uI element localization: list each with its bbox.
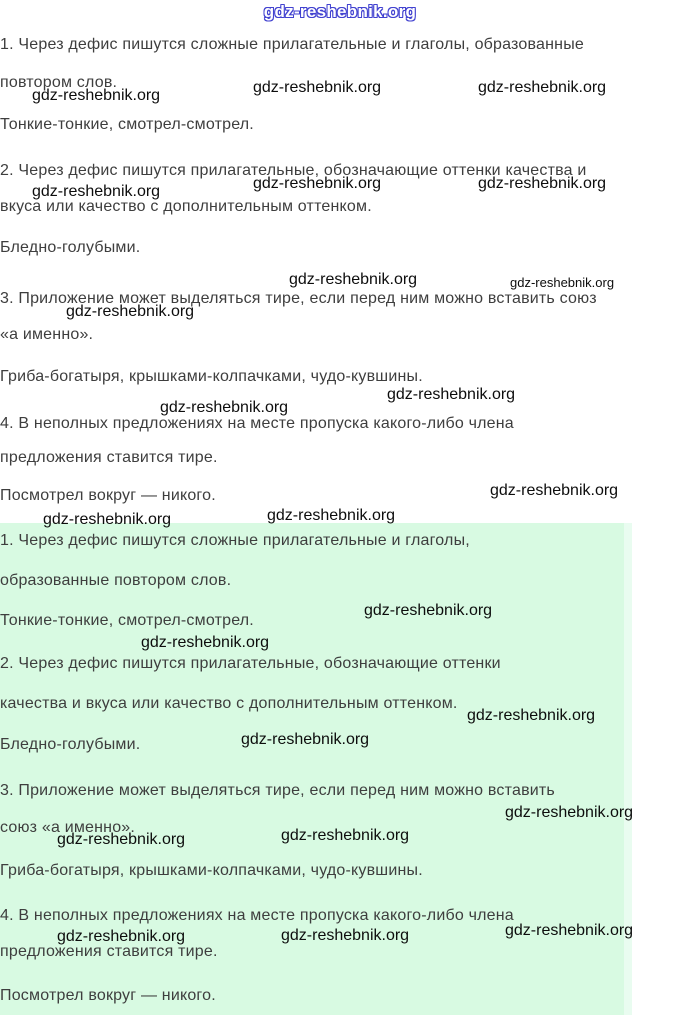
watermark: gdz-reshebnik.org <box>364 602 493 619</box>
highlighted-text-line: качества и вкуса или качество с дополнительным оттенком. <box>0 695 458 712</box>
highlighted-text-line: союз «а именно». <box>0 819 136 836</box>
highlighted-text-line: предложения ставится тире. <box>0 943 218 960</box>
text-line: Бледно-голубыми. <box>0 239 141 256</box>
watermark: gdz-reshebnik.org <box>267 507 396 524</box>
watermark: gdz-reshebnik.org <box>505 804 634 821</box>
highlighted-text-line: Тонкие-тонкие, смотрел-смотрел. <box>0 612 254 629</box>
watermark: gdz-reshebnik.org <box>478 175 607 192</box>
text-line: 2. Через дефис пишутся прилагательные, обозначающие оттенки качества и <box>0 162 587 179</box>
watermark: gdz-reshebnik.org <box>253 175 382 192</box>
highlighted-text-line: 2. Через дефис пишутся прилагательные, обозначающие оттенки <box>0 655 501 672</box>
watermark: gdz-reshebnik.org <box>281 827 410 844</box>
text-line: Гриба-богатыря, крышками-колпачками, чудо-кувшины. <box>0 368 423 385</box>
site-watermark-blue: gdz-reshebnik.org <box>263 2 417 21</box>
watermark: gdz-reshebnik.org <box>289 271 418 288</box>
watermark: gdz-reshebnik.org <box>32 183 161 200</box>
text-line: 3. Приложение может выделяться тире, если перед ним можно вставить союз <box>0 290 597 307</box>
watermark: gdz-reshebnik.org <box>387 386 516 403</box>
highlighted-text-line: Бледно-голубыми. <box>0 736 141 753</box>
text-line: Тонкие-тонкие, смотрел-смотрел. <box>0 116 254 133</box>
highlighted-text-line: Посмотрел вокруг — никого. <box>0 987 216 1004</box>
text-line: «а именно». <box>0 326 94 343</box>
watermark: gdz-reshebnik.org <box>32 87 161 104</box>
watermark: gdz-reshebnik.org <box>43 511 172 528</box>
watermark: gdz-reshebnik.org <box>66 303 195 320</box>
watermark: gdz-reshebnik.org <box>57 831 186 848</box>
text-line: 4. В неполных предложениях на месте пропуска какого-либо члена <box>0 415 514 432</box>
highlighted-text-line: образованные повтором слов. <box>0 572 232 589</box>
watermark: gdz-reshebnik.org <box>241 731 370 748</box>
watermark: gdz-reshebnik.org <box>510 275 615 290</box>
text-line: повтором слов. <box>0 74 118 91</box>
watermark: gdz-reshebnik.org <box>490 482 619 499</box>
watermark: gdz-reshebnik.org <box>57 928 186 945</box>
watermark: gdz-reshebnik.org <box>478 79 607 96</box>
watermark: gdz-reshebnik.org <box>160 399 289 416</box>
watermark: gdz-reshebnik.org <box>253 79 382 96</box>
highlighted-text-line: 1. Через дефис пишутся сложные прилагательные и глаголы, <box>0 532 470 549</box>
watermark: gdz-reshebnik.org <box>141 634 270 651</box>
text-line: Посмотрел вокруг — никого. <box>0 487 216 504</box>
watermark: gdz-reshebnik.org <box>281 927 410 944</box>
highlighted-text-line: Гриба-богатыря, крышками-колпачками, чудо-кувшины. <box>0 862 423 879</box>
watermark: gdz-reshebnik.org <box>505 922 634 939</box>
highlighted-text-line: 4. В неполных предложениях на месте пропуска какого-либо члена <box>0 907 514 924</box>
text-line: вкуса или качество с дополнительным оттенком. <box>0 198 372 215</box>
highlighted-text-line: 3. Приложение может выделяться тире, если перед ним можно вставить <box>0 782 555 799</box>
watermark: gdz-reshebnik.org <box>467 707 596 724</box>
text-line: 1. Через дефис пишутся сложные прилагательные и глаголы, образованные <box>0 36 584 53</box>
text-line: предложения ставится тире. <box>0 449 218 466</box>
